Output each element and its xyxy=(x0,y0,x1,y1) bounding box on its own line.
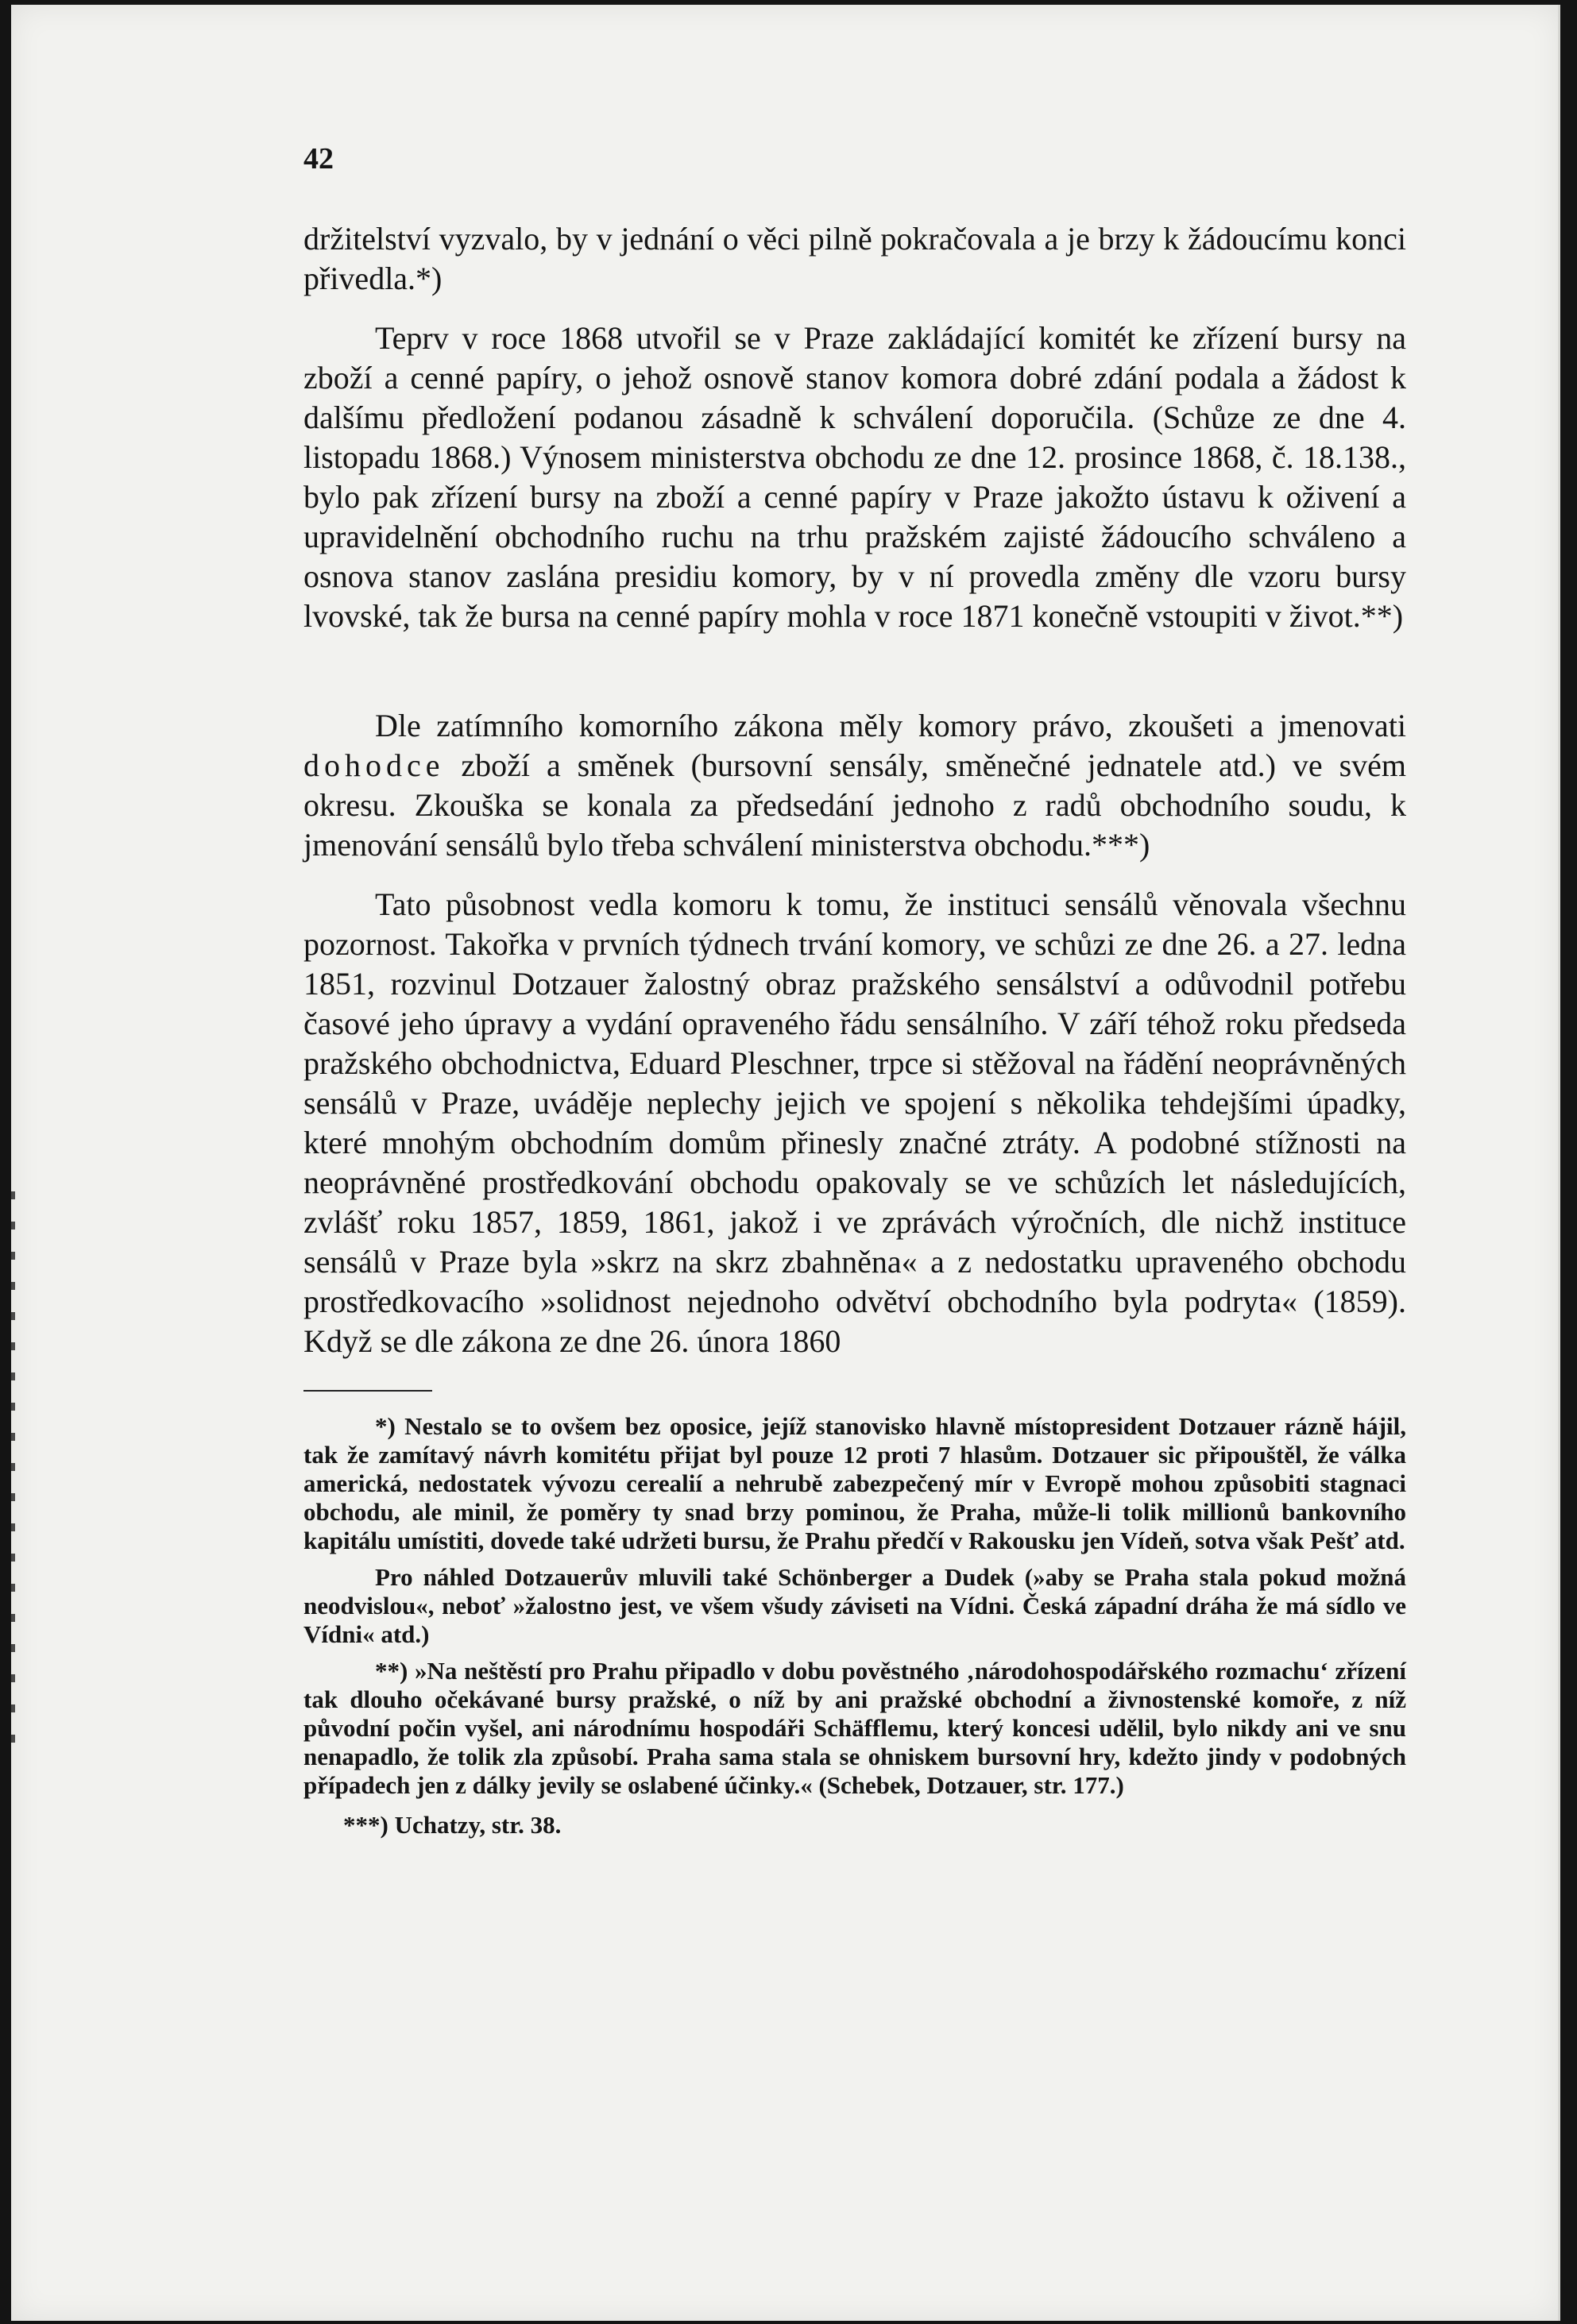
footnote-2: **) »Na neštěstí pro Prahu připadlo v dobu pověstného ‚národohospodářského rozmachu‘ zřízení tak dlouho očekávané bursy pražské, o níž by ani pražské obchodní a živnostenské komoře, z níž původní počin vyšel, ani národnímu hospodáři Schäfflemu, který koncesi udělil, bylo nikdy ani ve snu nenapadlo, že tolik zla způsobí. Praha sama stala se ohniskem bursovní hry, kdežto jindy v podobných případech jen z dálky jevily se oslabené účinky.« (Schebek, Dotzauer, str. 177.) xyxy=(303,1657,1406,1799)
page-number: 42 xyxy=(303,142,334,176)
footnote-3: ***) Uchatzy, str. 38. xyxy=(343,1811,562,1839)
paragraph-2: Teprv v roce 1868 utvořil se v Praze zakládající komitét ke zřízení bursy na zboží a cenné papíry, o jehož osnově stanov komora dobré zdání podala a žádost k dalšímu předložení podanou zásadně k schválení doporučila. (Schůze ze dne 4. listopadu 1868.) Výnosem ministerstva obchodu ze dne 12. prosince 1868, č. 18.138., bylo pak zřízení bursy na zboží a cenné papíry v Praze jakožto ústavu k oživení a upravidelnění obchodního ruchu na trhu pražském zajisté žádoucího schváleno a osnova stanov zaslána presidiu komory, by v ní provedla změny dle vzoru bursy lvovské, tak že bursa na cenné papíry mohla v roce 1871 konečně vstoupiti v život.**) xyxy=(303,320,1406,634)
footnote-1-continued: Pro náhled Dotzauerův mluvili také Schönberger a Dudek (»aby se Praha stala pokud možná neodvislou«, neboť »žalostno jest, ve všem všudy záviseti na Vídni. Česká západní dráha že má sídlo ve Vídni« atd.) xyxy=(303,1563,1406,1648)
page-edge xyxy=(1558,5,1560,2321)
page-content xyxy=(303,219,1406,1840)
paragraph-3-start: Dle zatímního komorního zákona měly komory právo, zkoušeti a jmenovati xyxy=(375,708,1406,743)
spaced-term: dohodce xyxy=(303,747,445,783)
paragraph-1: držitelství vyzvalo, by v jednání o věci pilně pokračovala a je brzy k žádoucímu konci přivedla.*) xyxy=(303,221,1406,296)
paragraph-3 xyxy=(303,706,1406,865)
paragraph-4: Tato působnost vedla komoru k tomu, že instituci sensálů věnovala všechnu pozornost. Takořka v prvních týdnech trvání komory, ve schůzi ze dne 26. a 27. ledna 1851, rozvinul Dotzauer žalostný obraz pražského sensálství a odůvodnil potřebu časové jeho úpravy a vydání opraveného řádu sensálního. V září téhož roku předseda pražského obchodnictva, Eduard Pleschner, trpce si stěžoval na řádění neoprávněných sensálů v Praze, uváděje neplechy jejich ve spojení s několika tehdejšími úpadky, které mnohým obchodním domům přinesly značné ztráty. A podobné stížnosti na neoprávněné prostředkování obchodu opakovaly se ve schůzích let následujících, zvlášť roku 1857, 1859, 1861, jakož i ve zprávách výročních, dle nichž instituce sensálů v Praze byla »skrz na skrz zbahněna« a z nedostatku upraveného obchodu prostředkovacího »solidnost nejednoho odvětví obchodního byla podryta« (1859). Když se dle zákona ze dne 26. února 1860 xyxy=(303,886,1406,1359)
footnote-divider xyxy=(303,1390,432,1392)
footnote-1: *) Nestalo se to ovšem bez oposice, jejíž stanovisko hlavně místopresident Dotzauer rázně hájil, tak že zamítavý návrh komitétu přijat byl pouze 12 proti 7 hlasům. Dotzauer sic připouštěl, že válka americká, nedostatek vývozu cerealií a nehrubě zabezpečený mír v Evropě mohou způsobiti stagnaci obchodu, ale minil, že poměry ty snad brzy pominou, že Praha, může-li tolik millionů bankovního kapitálu umístiti, dovede také udržeti bursu, že Prahu předčí v Rakousku jen Vídeň, sotva však Pešť atd. xyxy=(303,1412,1406,1554)
binding-edge-marks xyxy=(11,1191,15,1747)
paragraph-3-end: zboží a směnek (bursovní sensály, směnečné jednatele atd.) ve svém okresu. Zkouška se konala za předsedání jednoho z radů obchodního soudu, k jmenování sensálů bylo třeba schválení ministerstva obchodu.***) xyxy=(303,747,1406,863)
